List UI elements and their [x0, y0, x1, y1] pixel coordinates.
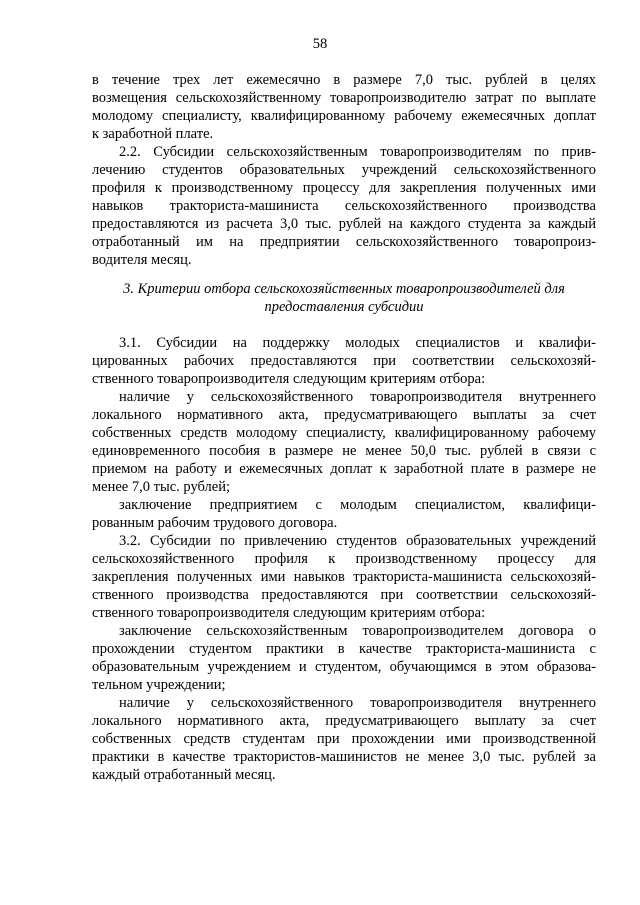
text-line: наличие у сельскохозяйственного товаропроизводителя внутреннего: [119, 389, 596, 405]
text-line: к заработной плате.: [92, 126, 214, 142]
text-line: ственного товаропроизводителя следующим критериям отбора:: [92, 371, 486, 387]
text-line: предоставляются из расчета 3,0 тыс. рублей на каждого студента за каждый: [92, 216, 596, 232]
text-line: единовременного пособия в размере не менее 50,0 тыс. рублей в связи с: [92, 443, 596, 459]
text-line: локального нормативного акта, предусматривающего выплату за счет: [92, 713, 596, 729]
text-line: прохождении студентом практики в качестве тракториста-машиниста с: [92, 641, 596, 657]
text-line: локального нормативного акта, предусматривающего выплаты за счет: [92, 407, 596, 423]
text-line: наличие у сельскохозяйственного товаропроизводителя внутреннего: [119, 695, 596, 711]
text-line: приемом на работу и ежемесячных доплат к заработной плате в размере не: [92, 461, 596, 477]
text-line: 2.2. Субсидии сельскохозяйственным товаропроизводителям по прив-: [119, 144, 596, 160]
text-line: менее 7,0 тыс. рублей;: [92, 479, 230, 495]
text-line: практики в качестве трактористов-машинистов не менее 3,0 тыс. рублей за: [92, 749, 596, 765]
text-line: возмещения сельскохозяйственному товаропроизводителю затрат по выплате: [92, 90, 596, 106]
text-line: цированных рабочих предоставляются при соответствии сельскохозяй-: [92, 353, 596, 369]
text-line: в течение трех лет ежемесячно в размере 7,0 тыс. рублей в целях: [92, 72, 596, 88]
text-line: собственных средств молодому специалисту, квалифицированному рабочему: [92, 425, 596, 441]
text-line: 3.1. Субсидии на поддержку молодых специалистов и квалифи-: [119, 335, 596, 351]
text-line: водителя месяц.: [92, 252, 192, 268]
text-line: рованным рабочим трудового договора.: [92, 515, 338, 531]
text-line: 3.2. Субсидии по привлечению студентов образовательных учреждений: [119, 533, 596, 549]
text-line: каждый отработанный месяц.: [92, 767, 276, 783]
text-line: навыков тракториста-машиниста сельскохозяйственного производства: [92, 198, 596, 214]
section-heading: 3. Критерии отбора сельскохозяйственных товаропроизводителей для: [123, 281, 565, 297]
text-line: собственных средств студентам при прохождении ими производственной: [92, 731, 596, 747]
text-line: молодому специалисту, квалифицированному рабочему ежемесячных доплат: [92, 108, 596, 124]
text-line: заключение сельскохозяйственным товаропроизводителем договора о: [119, 623, 596, 639]
section-heading: предоставления субсидии: [264, 299, 424, 315]
text-line: ственного товаропроизводителя следующим критериям отбора:: [92, 605, 486, 621]
text-line: лечению студентов образовательных учреждений сельскохозяйственного: [92, 162, 596, 178]
text-line: отработанный им на предприятии сельскохозяйственного товаропроиз-: [92, 234, 596, 250]
text-line: заключение предприятием с молодым специалистом, квалифици-: [119, 497, 596, 513]
text-line: сельскохозяйственного профиля к производственному процессу для: [92, 551, 596, 567]
text-line: закрепления полученных ими навыков тракториста-машиниста сельскохозяй-: [92, 569, 596, 585]
page-number: 58: [312, 36, 328, 52]
text-line: ственного производства предоставляются при соответствии сельскохозяй-: [92, 587, 596, 603]
text-line: тельном учреждении;: [92, 677, 226, 693]
text-line: образовательным учреждением и студентом, обучающимся в этом образова-: [92, 659, 596, 675]
text-line: профиля к производственному процессу для закрепления полученных ими: [92, 180, 596, 196]
